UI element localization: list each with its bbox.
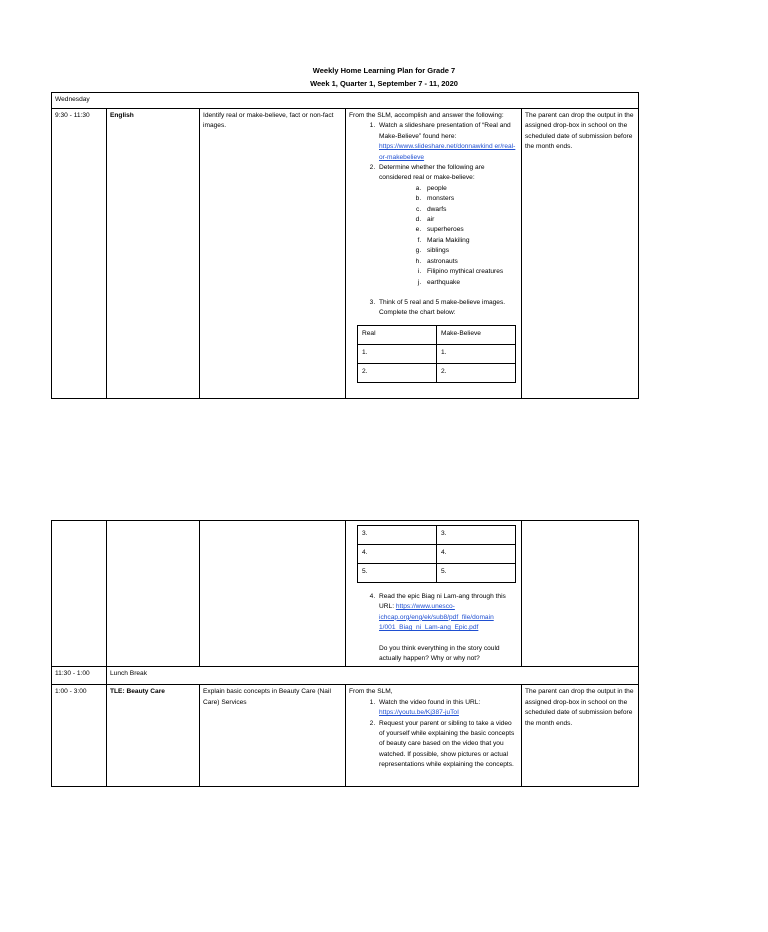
- list-item: a. people: [423, 184, 518, 194]
- english-task-2: [377, 163, 518, 298]
- real-or-makebelieve-items: [379, 184, 518, 288]
- learning-plan-table-part1: [51, 92, 639, 399]
- learning-plan-table-part2: [51, 520, 639, 787]
- english-competency: Identify real or make-believe, fact or non-fact images.: [200, 109, 346, 399]
- english-task-1: [377, 121, 518, 163]
- english-task-1-text: Watch a slideshare presentation of “Real and Make-Believe” found here:: [379, 122, 511, 140]
- table-row: [358, 526, 516, 545]
- list-item: h. astronauts: [423, 257, 518, 267]
- english-task-4-text: Read the epic Biag ni Lam-ang through this URL:: [379, 593, 506, 611]
- epic-pdf-link[interactable]: https://www.unesco-ichcap.org/eng/ek/sub8/pdf_file/domain 1/001_Biag_ni_Lam-ang_Epic.pdf: [379, 603, 494, 632]
- english-tasks-continued: [346, 521, 522, 667]
- day-label: Wednesday: [52, 93, 639, 109]
- table-row: [358, 564, 516, 583]
- chart-cell[interactable]: 1.: [358, 344, 437, 363]
- list-item: c. dwarfs: [423, 205, 518, 215]
- document-title: Weekly Home Learning Plan for Grade 7: [312, 66, 456, 75]
- list-item: d. air: [423, 215, 518, 225]
- english-row: [52, 109, 639, 399]
- chart-cell[interactable]: 2.: [437, 363, 516, 382]
- english-task-list-continued: [349, 592, 518, 664]
- lunch-time: 11:30 - 1:00: [52, 667, 107, 685]
- chart-header-makebelieve: Make-Believe: [437, 325, 516, 344]
- chart-cell[interactable]: 1.: [437, 344, 516, 363]
- english-intro: From the SLM, accomplish and answer the following:: [349, 112, 504, 119]
- chart-cell[interactable]: 5.: [437, 564, 516, 583]
- table-row: [358, 344, 516, 363]
- list-item: b. monsters: [423, 194, 518, 204]
- chart-cell[interactable]: 2.: [358, 363, 437, 382]
- tle-delivery: The parent can drop the output in the assigned drop-box in school on the scheduled date of submission before the month ends.: [522, 685, 639, 787]
- chart-cell[interactable]: 3.: [358, 526, 437, 545]
- english-subject: English: [107, 109, 200, 399]
- english-task-4: [377, 592, 518, 664]
- slideshare-link[interactable]: https://www.slideshare.net/donnawkind er/real-or-makebelieve: [379, 143, 516, 161]
- tle-task-1-text: Watch the video found in this URL:: [379, 698, 481, 706]
- tle-subject: TLE: Beauty Care: [107, 685, 200, 787]
- english-task-3-text: Think of 5 real and 5 make-believe images. Complete the chart below:: [379, 298, 506, 317]
- real-makebelieve-chart: [357, 325, 516, 383]
- english-task-list: [349, 121, 518, 318]
- tle-task-2: 2. Request your parent or sibling to take a video of yourself while explaining the basic concepts of beauty care based on the video that you watched. If possible, show pictures or actual representations while explaining the concepts.: [377, 719, 518, 771]
- list-item: i. Filipino mythical creatures: [423, 267, 518, 277]
- tle-time: 1:00 - 3:00: [52, 685, 107, 787]
- lunch-row: [52, 667, 639, 685]
- english-task-3: [377, 298, 518, 319]
- tle-tasks: [346, 685, 522, 787]
- chart-cell[interactable]: 5.: [358, 564, 437, 583]
- youtube-link[interactable]: https://youtu.be/Kj387-juToI: [379, 709, 459, 717]
- chart-header-real: Real: [358, 325, 437, 344]
- tle-task-list: [349, 698, 518, 771]
- chart-cell[interactable]: 4.: [437, 545, 516, 564]
- list-item: e. superheroes: [423, 225, 518, 235]
- document-subtitle: Week 1, Quarter 1, September 7 - 11, 2020: [310, 79, 458, 88]
- tle-row: [52, 685, 639, 787]
- english-delivery: The parent can drop the output in the assigned drop-box in school on the scheduled date of submission before the month ends.: [522, 109, 639, 399]
- tle-competency: Explain basic concepts in Beauty Care (Nail Care) Services: [200, 685, 346, 787]
- list-item: j. earthquake: [423, 278, 518, 288]
- english-task-2-text: Determine whether the following are considered real or make-believe:: [379, 164, 485, 182]
- tle-intro: From the SLM,: [349, 688, 393, 696]
- english-row-continued: [52, 521, 639, 667]
- table-row: [358, 363, 516, 382]
- english-task-4-question: Do you think everything in the story could actually happen? Why or why not?: [379, 644, 500, 663]
- chart-cell[interactable]: 3.: [437, 526, 516, 545]
- lunch-label: Lunch Break: [107, 667, 639, 685]
- english-tasks: [346, 109, 522, 399]
- chart-cell[interactable]: 4.: [358, 545, 437, 564]
- english-time: 9:30 - 11:30: [52, 109, 107, 399]
- list-item: g. siblings: [423, 246, 518, 256]
- tle-task-1: [377, 698, 518, 719]
- real-makebelieve-chart-continued: [357, 525, 516, 583]
- chart-header-row: [358, 325, 516, 344]
- list-item: f. Maria Makiling: [423, 236, 518, 246]
- day-row: [52, 93, 639, 109]
- table-row: [358, 545, 516, 564]
